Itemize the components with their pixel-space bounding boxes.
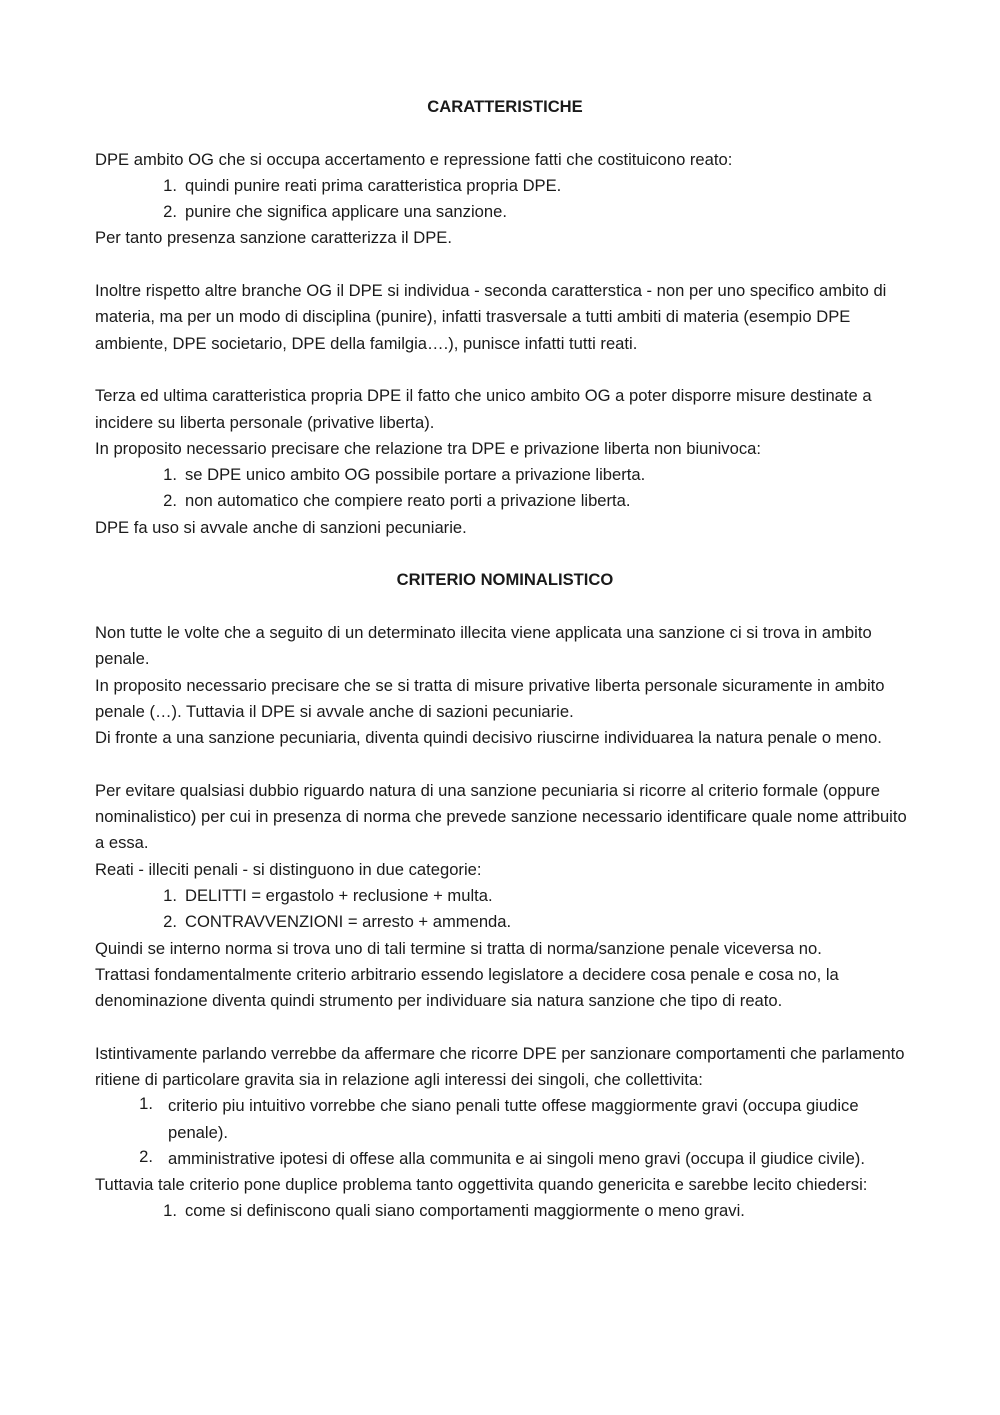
numbered-list	[95, 1198, 915, 1224]
document-body	[95, 94, 915, 1225]
spacer	[95, 594, 915, 620]
spacer	[95, 120, 915, 146]
paragraph: DPE ambito OG che si occupa accertamento e repressione fatti che costituicono reato:	[95, 149, 733, 169]
list-item	[95, 488, 915, 514]
paragraph: In proposito necessario precisare che relazione tra DPE e privazione liberta non biunivoca:	[95, 438, 761, 458]
list-number: 1.	[163, 465, 177, 485]
list-item-text: quindi punire reati prima caratteristica propria DPE.	[185, 175, 562, 195]
list-number: 1.	[139, 1094, 153, 1114]
paragraph: DPE fa uso si avvale anche di sanzioni pecuniarie.	[95, 517, 467, 537]
list-item-text: amministrative ipotesi di offese alla communita e ai singoli meno gravi (occupa il giudice civile).	[168, 1148, 865, 1168]
list-item-text: CONTRAVVENZIONI = arresto + ammenda.	[185, 912, 512, 932]
paragraph: Per evitare qualsiasi dubbio riguardo natura di una sanzione pecuniaria si ricorre al criterio formale (oppure nominalistico) per cui in presenza di norma che prevede sanzione necessario identificare quale nome attribuito a essa.	[95, 780, 907, 853]
list-number: 2.	[163, 912, 177, 932]
list-item	[95, 909, 915, 935]
spacer	[95, 751, 915, 777]
list-number: 1.	[163, 885, 177, 905]
list-item	[95, 883, 915, 909]
list-number: 1.	[163, 175, 177, 195]
paragraph: Quindi se interno norma si trova uno di tali termine si tratta di norma/sanzione penale viceversa no.	[95, 938, 822, 958]
list-item	[95, 173, 915, 199]
list-number: 2.	[163, 491, 177, 511]
section-heading-caratteristiche: CARATTERISTICHE	[427, 97, 583, 116]
section-heading-criterio-nominalistico: CRITERIO NOMINALISTICO	[396, 570, 614, 590]
paragraph: In proposito necessario precisare che se si tratta di misure privative liberta personale sicuramente in ambito penale (…). Tuttavia il DPE si avvale anche di sazioni pecuniarie.	[95, 675, 885, 721]
paragraph: Reati - illeciti penali - si distinguono in due categorie:	[95, 859, 482, 879]
list-item-text: non automatico che compiere reato porti a privazione liberta.	[185, 491, 631, 511]
list-number: 2.	[163, 202, 177, 222]
spacer	[95, 357, 915, 383]
list-item	[95, 1198, 915, 1224]
list-number: 1.	[163, 1201, 177, 1221]
paragraph: Istintivamente parlando verrebbe da affermare che ricorre DPE per sanzionare comportamenti che parlamento ritiene di particolare gravita sia in relazione agli interessi dei singoli, che collettivita:	[95, 1043, 905, 1089]
spacer	[95, 252, 915, 278]
list-item	[95, 1093, 915, 1146]
list-item-text: DELITTI = ergastolo + reclusione + multa.	[185, 885, 493, 905]
numbered-list	[95, 1093, 915, 1172]
numbered-list	[95, 883, 915, 936]
list-item-text: punire che significa applicare una sanzione.	[185, 202, 507, 222]
numbered-list	[95, 173, 915, 226]
spacer	[95, 541, 915, 567]
paragraph: Di fronte a una sanzione pecuniaria, diventa quindi decisivo riuscirne individuarea la natura penale o meno.	[95, 728, 882, 748]
spacer	[95, 1014, 915, 1040]
list-number: 2.	[139, 1146, 153, 1166]
list-item-text: se DPE unico ambito OG possibile portare a privazione liberta.	[185, 465, 646, 485]
list-item-text: criterio piu intuitivo vorrebbe che siano penali tutte offese maggiormente gravi (occupa giudice penale).	[168, 1096, 859, 1142]
paragraph: Trattasi fondamentalmente criterio arbitrario essendo legislatore a decidere cosa penale e cosa no, la denominazione diventa quindi strumento per individuare sia natura sanzione che tipo di reato.	[95, 964, 839, 1011]
list-item	[95, 1146, 915, 1172]
paragraph: Tuttavia tale criterio pone duplice problema tanto oggettivita quando genericita e sarebbe lecito chiedersi:	[95, 1175, 868, 1195]
paragraph: Inoltre rispetto altre branche OG il DPE si individua - seconda caratterstica - non per uno specifico ambito di materia, ma per un modo di disciplina (punire), infatti trasversale a tutti ambiti di materia (esempio DPE ambiente, DPE societario, DPE della familgia….), punisce infatti tutti reati.	[95, 281, 887, 353]
paragraph: Terza ed ultima caratteristica propria DPE il fatto che unico ambito OG a poter disporre misure destinate a incidere su liberta personale (privative liberta).	[95, 386, 872, 432]
list-item	[95, 462, 915, 488]
list-item-text: come si definiscono quali siano comportamenti maggiormente o meno gravi.	[185, 1201, 745, 1221]
paragraph: Per tanto presenza sanzione caratterizza il DPE.	[95, 228, 452, 248]
list-item	[95, 199, 915, 225]
paragraph: Non tutte le volte che a seguito di un determinato illecita viene applicata una sanzione ci si trova in ambito penale.	[95, 622, 872, 669]
numbered-list	[95, 462, 915, 515]
